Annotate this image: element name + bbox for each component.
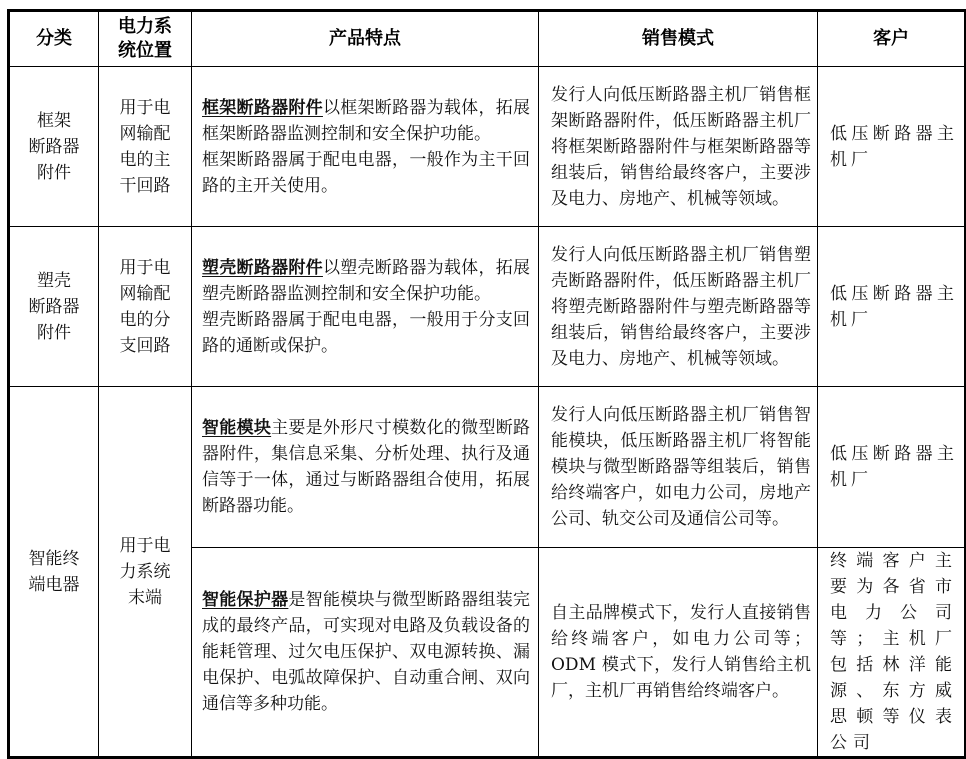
position-line: 用于电 [119,535,171,556]
product-name: 智能保护器 [202,590,289,610]
sales-model-cell: 自主品牌模式下，发行人直接销售给终端客户，如电力公司等；ODM 模式下，发行人销售给主机厂，主机厂再销售给终端客户。 [539,548,818,758]
position-line: 电的主 [119,149,171,170]
category-line: 断路器 [28,136,80,157]
product-name: 智能模块 [202,418,272,438]
product-name: 框架断路器附件 [202,97,323,118]
header-customers: 客户 [818,11,966,67]
position-line: 用于电 [119,257,171,278]
features-cell [192,227,539,387]
position-line: 网输配 [119,123,171,144]
feature-text: 以塑壳断路器为载体，拓展塑壳断路器监测控制和安全保护功能。 [202,257,531,304]
product-sales-table [7,9,966,759]
header-features: 产品特点 [192,11,539,67]
position-cell [99,67,192,227]
header-position [99,11,192,67]
features-cell [192,387,539,548]
features-cell [192,548,539,758]
customers-cell: 终端客户主要为各省市电力公司等；主机厂包括林洋能源、东方威思顿等仪表公司 [818,548,966,758]
header-category: 分类 [9,11,99,67]
position-line: 力系统 [119,561,171,582]
category-line: 智能终 [28,548,80,569]
position-line: 电的分 [119,309,171,330]
header-sales-model: 销售模式 [539,11,818,67]
feature-text: 是智能模块与微型断路器组装完成的最终产品，可实现对电路及负载设备的能耗管理、过欠电压保护、双电源转换、漏电保护、电弧故障保护、自动重合闸、双向通信等多种功能。 [202,590,531,714]
header-position-line1: 电力系 [118,16,172,37]
category-cell [9,227,99,387]
position-line: 网输配 [119,283,171,304]
table-row [9,387,966,548]
category-line: 附件 [37,322,71,343]
category-cell [9,67,99,227]
position-line: 干回路 [119,175,171,196]
category-line: 附件 [37,162,71,183]
feature-text: 以框架断路器为载体，拓展框架断路器监测控制和安全保护功能。 [202,97,531,144]
category-line: 塑壳 [37,270,71,291]
position-line: 支回路 [119,335,171,356]
position-cell [99,227,192,387]
product-name: 塑壳断路器附件 [202,257,323,278]
position-line: 用于电 [119,97,171,118]
category-line: 端电器 [28,574,80,595]
header-row [9,11,966,67]
header-position-line2: 统位置 [118,40,172,61]
table-row [9,227,966,387]
feature-text: 塑壳断路器属于配电电器，一般用于分支回路的通断或保护。 [202,309,530,356]
position-line: 末端 [128,587,162,608]
features-cell [192,67,539,227]
feature-text: 框架断路器属于配电电器，一般作为主干回路的主开关使用。 [202,149,530,196]
category-line: 断路器 [28,296,80,317]
customers-cell: 低压断路器主机厂 [818,67,966,227]
category-cell [9,387,99,758]
table-row [9,67,966,227]
category-line: 框架 [37,110,71,131]
sales-model-cell: 发行人向低压断路器主机厂销售智能模块，低压断路器主机厂将智能模块与微型断路器等组装后，销售给终端客户，如电力公司，房地产公司、轨交公司及通信公司等。 [539,387,818,548]
feature-text: 主要是外形尺寸模数化的微型断路器附件，集信息采集、分析处理、执行及通信等于一体，通过与断路器组合使用，拓展断路器功能。 [202,418,531,516]
sales-model-cell: 发行人向低压断路器主机厂销售塑壳断路器附件，低压断路器主机厂将塑壳断路器附件与塑壳断路器等组装后，销售给最终客户，主要涉及电力、房地产、机械等领域。 [539,227,818,387]
sales-model-cell: 发行人向低压断路器主机厂销售框架断路器附件，低压断路器主机厂将框架断路器附件与框架断路器等组装后，销售给最终客户，主要涉及电力、房地产、机械等领域。 [539,67,818,227]
customers-cell: 低压断路器主机厂 [818,227,966,387]
position-cell [99,387,192,758]
customers-cell: 低压断路器主机厂 [818,387,966,548]
